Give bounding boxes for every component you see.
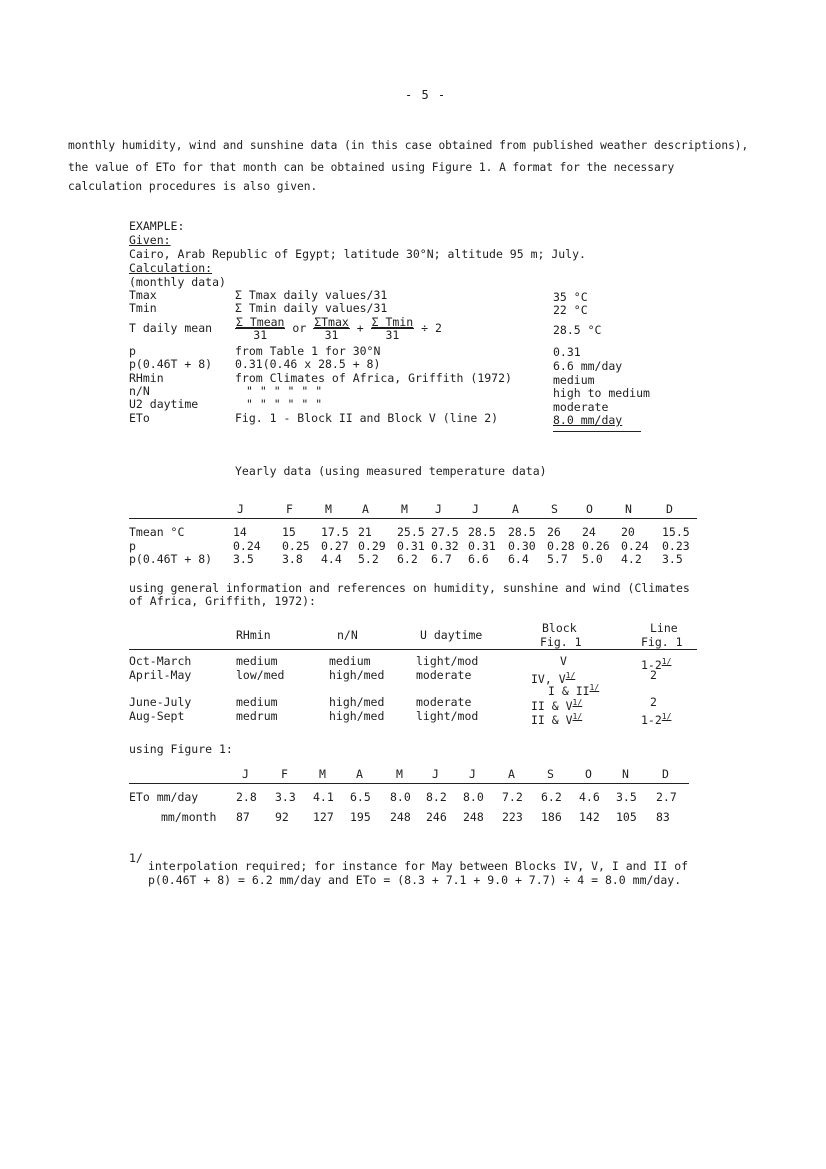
ex-row-value: moderate bbox=[553, 400, 609, 414]
yearly-cell: 0.30 bbox=[508, 539, 536, 553]
yearly-cell: 3.5 bbox=[662, 552, 683, 566]
figure1-cell: 3.3 bbox=[275, 790, 296, 804]
block-cell bbox=[531, 710, 582, 727]
intro-line-1: monthly humidity, wind and sunshine data (in this case obtained from published weather descriptions), bbox=[68, 139, 749, 152]
intro-line-3: calculation procedures is also given. bbox=[68, 180, 318, 193]
footnote-ref: 1/ bbox=[661, 657, 672, 666]
ex-row-value: 0.31 bbox=[553, 345, 581, 359]
calculation-label: Calculation: bbox=[129, 261, 213, 275]
ex-row-name: T daily mean bbox=[129, 321, 213, 335]
figure1-cell: 3.5 bbox=[616, 790, 637, 804]
yearly-row-label: Tmean °C bbox=[129, 525, 185, 539]
ex-row-method: Fig. 1 - Block II and Block V (line 2) bbox=[235, 411, 499, 425]
ex-row-name: p(0.46T + 8) bbox=[129, 357, 213, 371]
figure1-cell: 223 bbox=[502, 810, 523, 824]
month-header: J bbox=[432, 767, 439, 781]
figure1-cell: 6.5 bbox=[350, 790, 371, 804]
figure1-cell: 83 bbox=[656, 810, 670, 824]
ex-row-name: RHmin bbox=[129, 371, 164, 385]
month-header: M bbox=[319, 767, 326, 781]
figure1-cell: 248 bbox=[390, 810, 411, 824]
month-header: J bbox=[469, 767, 476, 781]
ex-row-method: Σ Tmax daily values/31 bbox=[235, 288, 388, 302]
month-header: O bbox=[586, 502, 593, 516]
month-header: F bbox=[281, 767, 288, 781]
figure1-row-label: ETo mm/day bbox=[129, 790, 199, 804]
block-text: IV, V bbox=[531, 671, 566, 686]
yearly-cell: 27.5 bbox=[431, 525, 459, 539]
formula-plus: + bbox=[356, 321, 364, 335]
frac-den: 31 bbox=[253, 328, 268, 342]
yearly-cell: 24 bbox=[582, 525, 596, 539]
block-text: II & V bbox=[531, 698, 573, 713]
yearly-cell: 25.5 bbox=[397, 525, 425, 539]
block-text: I & II bbox=[548, 683, 590, 698]
month-header: A bbox=[356, 767, 363, 781]
figure1-cell: 105 bbox=[616, 810, 637, 824]
block-text: II & V bbox=[531, 712, 573, 727]
month-header: A bbox=[508, 767, 515, 781]
figure1-cell: 2.7 bbox=[656, 790, 677, 804]
ex-row-name: n/N bbox=[129, 384, 150, 398]
footnote-ref: 1/ bbox=[661, 712, 672, 721]
col-header-nn: n/N bbox=[337, 628, 358, 642]
yearly-cell: 5.2 bbox=[358, 552, 379, 566]
figure1-cell: 4.6 bbox=[579, 790, 600, 804]
block-cell bbox=[560, 655, 567, 669]
month-header: N bbox=[625, 502, 632, 516]
period-label: Aug-Sept bbox=[129, 709, 185, 723]
month-header: M bbox=[325, 502, 332, 516]
line-text: 1-2 bbox=[641, 712, 662, 727]
ex-row-value: medium bbox=[553, 373, 595, 387]
ex-row-name: p bbox=[129, 344, 136, 358]
frac-num: ΣTmax bbox=[314, 315, 349, 329]
period-label: April-May bbox=[129, 668, 192, 682]
monthly-data-label: (monthly data) bbox=[129, 275, 226, 289]
yearly-cell: 0.29 bbox=[358, 539, 386, 553]
yearly-cell: 15 bbox=[282, 525, 296, 539]
month-header: J bbox=[237, 502, 244, 516]
formula-div: ÷ 2 bbox=[421, 321, 442, 335]
rhmin-cell: medium bbox=[236, 695, 278, 709]
eto-result: 8.0 mm/day bbox=[553, 413, 623, 427]
col-header-line: Line bbox=[650, 621, 678, 635]
month-header: A bbox=[362, 502, 369, 516]
yearly-cell: 6.6 bbox=[468, 552, 489, 566]
yearly-row-label: p bbox=[129, 539, 136, 553]
yearly-header-rule bbox=[129, 518, 697, 519]
month-header: J bbox=[242, 767, 249, 781]
frac-den: 31 bbox=[324, 328, 339, 342]
ex-row-method: Σ Tmin daily values/31 bbox=[235, 301, 388, 315]
month-header: D bbox=[666, 502, 673, 516]
u-cell: moderate bbox=[416, 695, 472, 709]
figure1-row-label: mm/month bbox=[161, 810, 217, 824]
figure1-title: using Figure 1: bbox=[129, 742, 233, 756]
ex-row-method: " " " " " " bbox=[246, 397, 323, 411]
ex-row-value: 6.6 mm/day bbox=[553, 359, 623, 373]
example-heading: EXAMPLE: bbox=[129, 219, 185, 233]
yearly-cell: 6.7 bbox=[431, 552, 452, 566]
yearly-cell: 0.24 bbox=[233, 539, 261, 553]
col-header-u: U daytime bbox=[420, 628, 483, 642]
nn-cell: high/med bbox=[329, 709, 385, 723]
yearly-cell: 5.0 bbox=[582, 552, 603, 566]
ex-row-name: Tmax bbox=[129, 288, 157, 302]
line-text: 1-2 bbox=[641, 657, 662, 672]
given-text: Cairo, Arab Republic of Egypt; latitude 30°N; altitude 95 m; July. bbox=[129, 247, 586, 261]
figure1-cell: 195 bbox=[350, 810, 371, 824]
footnote-ref: 1/ bbox=[589, 683, 600, 692]
u-cell: light/mod bbox=[416, 654, 479, 668]
u-cell: moderate bbox=[416, 668, 472, 682]
line-cell bbox=[650, 696, 657, 710]
block-text: V bbox=[560, 654, 567, 668]
general-header-rule bbox=[129, 649, 697, 650]
ex-row-value: 22 °C bbox=[553, 303, 588, 317]
col-header-block-fig: Fig. 1 bbox=[540, 635, 582, 649]
footnote-mark: 1/ bbox=[129, 851, 143, 865]
yearly-cell: 4.4 bbox=[321, 552, 342, 566]
figure1-cell: 127 bbox=[313, 810, 334, 824]
yearly-row-label: p(0.46T + 8) bbox=[129, 552, 213, 566]
figure1-cell: 8.2 bbox=[426, 790, 447, 804]
u-cell: light/mod bbox=[416, 709, 479, 723]
formula-or: or bbox=[292, 321, 307, 335]
yearly-cell: 20 bbox=[621, 525, 635, 539]
frac-num: Σ Tmean bbox=[236, 315, 285, 329]
yearly-cell: 3.5 bbox=[233, 552, 254, 566]
period-label: Oct-March bbox=[129, 654, 192, 668]
figure1-cell: 7.2 bbox=[502, 790, 523, 804]
month-header: D bbox=[662, 767, 669, 781]
figure1-header-rule bbox=[129, 783, 689, 784]
figure1-cell: 186 bbox=[541, 810, 562, 824]
figure1-cell: 92 bbox=[275, 810, 289, 824]
nn-cell: medium bbox=[329, 654, 371, 668]
yearly-cell: 6.4 bbox=[508, 552, 529, 566]
month-header: J bbox=[472, 502, 479, 516]
yearly-cell: 0.31 bbox=[397, 539, 425, 553]
line-text: 2 bbox=[650, 695, 657, 709]
general-line-1: using general information and references on humidity, sunshine and wind (Climates bbox=[129, 581, 690, 595]
ex-row-name: U2 daytime bbox=[129, 397, 199, 411]
yearly-cell: 3.8 bbox=[282, 552, 303, 566]
ex-row-method: " " " " " " bbox=[246, 384, 323, 398]
col-header-rhmin: RHmin bbox=[236, 628, 271, 642]
figure1-cell: 8.0 bbox=[463, 790, 484, 804]
month-header: O bbox=[585, 767, 592, 781]
month-header: S bbox=[547, 767, 554, 781]
month-header: S bbox=[551, 502, 558, 516]
yearly-cell: 0.31 bbox=[468, 539, 496, 553]
figure1-cell: 2.8 bbox=[236, 790, 257, 804]
footnote-ref: 1/ bbox=[572, 712, 583, 721]
yearly-cell: 17.5 bbox=[321, 525, 349, 539]
figure1-cell: 6.2 bbox=[541, 790, 562, 804]
period-label: June-July bbox=[129, 695, 192, 709]
rhmin-cell: low/med bbox=[236, 668, 285, 682]
yearly-cell: 28.5 bbox=[468, 525, 496, 539]
ex-row-method: 0.31(0.46 x 28.5 + 8) bbox=[235, 357, 381, 371]
yearly-cell: 28.5 bbox=[508, 525, 536, 539]
col-header-block: Block bbox=[542, 621, 577, 635]
month-header: J bbox=[435, 502, 442, 516]
ex-row-value: 35 °C bbox=[553, 290, 588, 304]
figure1-cell: 246 bbox=[426, 810, 447, 824]
yearly-cell: 4.2 bbox=[621, 552, 642, 566]
yearly-cell: 26 bbox=[547, 525, 561, 539]
t-mean-formula bbox=[235, 316, 442, 341]
line-text: 2 bbox=[650, 668, 657, 682]
yearly-cell: 14 bbox=[233, 525, 247, 539]
result-double-underline bbox=[553, 431, 641, 432]
figure1-cell: 248 bbox=[463, 810, 484, 824]
figure1-cell: 8.0 bbox=[390, 790, 411, 804]
month-header: M bbox=[396, 767, 403, 781]
yearly-cell: 6.2 bbox=[397, 552, 418, 566]
nn-cell: high/med bbox=[329, 695, 385, 709]
footnote-line-2: p(0.46T + 8) = 6.2 mm/day and ETo = (8.3 + 7.1 + 9.0 + 7.7) ÷ 4 = 8.0 mm/day. bbox=[148, 873, 682, 887]
ex-row-name: ETo bbox=[129, 411, 150, 425]
month-header: F bbox=[286, 502, 293, 516]
general-line-2: of Africa, Griffith, 1972): bbox=[129, 594, 316, 608]
ex-row-value: high to medium bbox=[553, 386, 650, 400]
frac-num: Σ Tmin bbox=[371, 315, 414, 329]
rhmin-cell: medrum bbox=[236, 709, 278, 723]
col-header-line-fig: Fig. 1 bbox=[641, 635, 683, 649]
yearly-cell: 21 bbox=[358, 525, 372, 539]
line-cell bbox=[641, 710, 671, 727]
yearly-cell: 0.25 bbox=[282, 539, 310, 553]
footnote-ref: 1/ bbox=[565, 671, 576, 680]
month-header: N bbox=[622, 767, 629, 781]
yearly-cell: 15.5 bbox=[662, 525, 690, 539]
ex-row-method: from Table 1 for 30°N bbox=[235, 344, 381, 358]
yearly-cell: 0.28 bbox=[547, 539, 575, 553]
yearly-cell: 5.7 bbox=[547, 552, 568, 566]
yearly-cell: 0.26 bbox=[582, 539, 610, 553]
figure1-cell: 4.1 bbox=[313, 790, 334, 804]
ex-row-value: 28.5 °C bbox=[553, 323, 602, 337]
nn-cell: high/med bbox=[329, 668, 385, 682]
yearly-cell: 0.32 bbox=[431, 539, 459, 553]
page-number: - 5 - bbox=[405, 88, 447, 102]
ex-row-method: from Climates of Africa, Griffith (1972) bbox=[235, 371, 512, 385]
month-header: M bbox=[401, 502, 408, 516]
month-header: A bbox=[512, 502, 519, 516]
footnote-line-1: interpolation required; for instance for May between Blocks IV, V, I and II of bbox=[148, 859, 689, 873]
yearly-cell: 0.23 bbox=[662, 539, 690, 553]
frac-den: 31 bbox=[385, 328, 400, 342]
line-cell bbox=[650, 669, 657, 683]
figure1-cell: 142 bbox=[579, 810, 600, 824]
intro-line-2: the value of ETo for that month can be obtained using Figure 1. A format for the necessary bbox=[68, 161, 675, 174]
given-label: Given: bbox=[129, 233, 171, 247]
ex-row-name: Tmin bbox=[129, 301, 157, 315]
yearly-cell: 0.27 bbox=[321, 539, 349, 553]
rhmin-cell: medium bbox=[236, 654, 278, 668]
footnote-ref: 1/ bbox=[572, 698, 583, 707]
yearly-title: Yearly data (using measured temperature data) bbox=[235, 464, 547, 478]
yearly-cell: 0.24 bbox=[621, 539, 649, 553]
figure1-cell: 87 bbox=[236, 810, 250, 824]
